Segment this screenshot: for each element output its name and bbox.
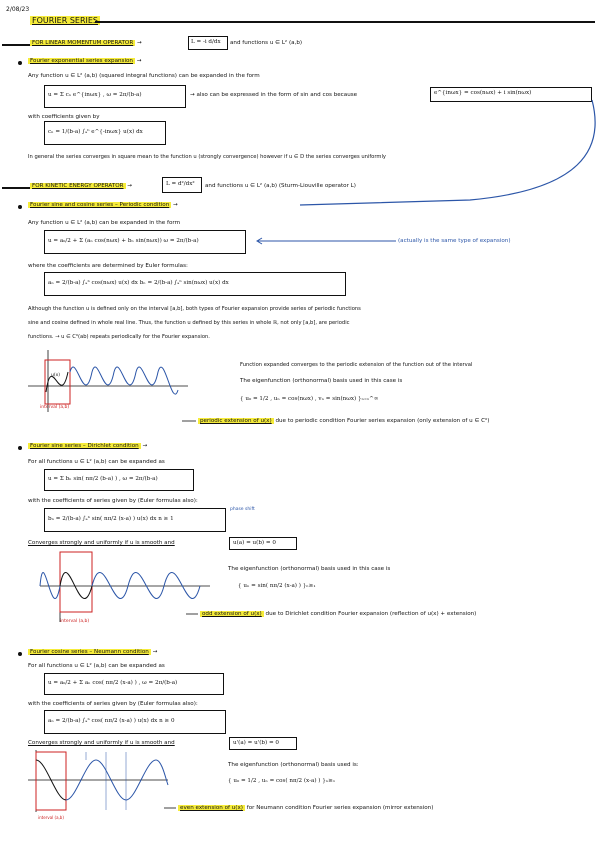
sc-coef: aₙ = 2/(b-a) ∫ₐᵇ cos(nωx) u(x) dx bₙ = 2/(b-a) ∫ₐᵇ sin(nωx) u(x) dx: [48, 280, 229, 286]
sc-line1: Any function u ∈ L² (a,b) can be expanded in the form: [28, 220, 181, 226]
cs-line2: with the coefficients of series given by (Euler formulas also):: [28, 701, 198, 707]
cs-conv: Converges strongly and uniformly if u is smooth and: [28, 740, 175, 746]
ds-interval-label: interval (a,b): [60, 619, 90, 624]
ds-heading: Fourier sine series – Dirichlet condition →: [30, 443, 148, 449]
exp-coef: cₙ = 1/(b-a) ∫ₐᵇ e^{-inωx} u(x) dx: [48, 129, 143, 135]
ds-line1: For all functions u ∈ L² (a,b) can be expanded as: [28, 459, 165, 465]
cs-formula: u = a₀/2 + Σ aₙ cos( nπ/2 (x-a) ) , ω = 2π/(b-a): [48, 680, 178, 686]
exp-line2: with coefficients given by: [28, 114, 100, 120]
sc-graph-label: u(x): [51, 373, 61, 378]
sc-basis: { u₀ = 1/2 , uₙ = cos(nωx) , vₙ = sin(nωx) }ₙ₌₁^∞: [240, 396, 379, 402]
exp-formula: u = Σ cₙ e^{inωx} , ω = 2π/(b-a): [48, 92, 142, 98]
sc-para1: Although the function u is defined only on the interval [a,b], both types of Fourier expansion provide series of periodic functions: [28, 306, 361, 312]
euler-identity: e^{inωx} = cos(nωx) + i sin(nωx): [434, 90, 532, 96]
ds-formula: u = Σ bₙ sin( nπ/2 (b-a) ) , ω = 2π/(b-a): [48, 476, 158, 482]
ds-conv: Converges strongly and uniformly if u is smooth and: [28, 540, 175, 546]
cs-cond: u'(a) = u'(b) = 0: [233, 740, 279, 746]
ds-caption: odd extension of u(x) due to Dirichlet condition Fourier expansion (reflection of u(x) + extension): [202, 611, 477, 617]
ds-coef: bₙ = 2/(b-a) ∫ₐᵇ sin( nπ/2 (x-a) ) u(x) dx n ≥ 1: [48, 516, 174, 522]
page-title: FOURIER SERIES: [32, 16, 99, 25]
cs-heading: Fourier cosine series – Neumann condition →: [30, 649, 158, 655]
cs-basis: { u₀ = 1/2 , uₙ = cos( nπ/2 (x-a) ) }ₙ≥₁: [228, 778, 336, 784]
exp-line1: Any function u ∈ L² (a,b) (squared integral functions) can be expanded in the form: [28, 73, 260, 79]
cs-line1: For all functions u ∈ L² (a,b) can be expanded as: [28, 663, 165, 669]
ds-line2: with the coefficients of series given by (Euler formulas also):: [28, 498, 198, 504]
s1-tail: and functions u ∈ L² (a,b): [230, 40, 303, 46]
connector-arrow: [300, 100, 595, 205]
sc-para2: sine and cosine defined in whole real line. Thus, the function u defined by this series in whole ℝ, not only [a,b], are periodic: [28, 320, 350, 326]
cs-interval-label: interval (a,b): [38, 815, 64, 820]
ds-phase-note: phase shift: [230, 507, 255, 512]
ds-cond: u(a) = u(b) = 0: [233, 540, 276, 546]
cs-side1: The eigenfunction (orthonormal) basis used is:: [228, 762, 359, 768]
s2-header: FOR KINETIC ENERGY OPERATOR →: [32, 183, 132, 189]
even-extension-graph: [28, 750, 168, 812]
exp-heading: Fourier exponential series expansion →: [30, 58, 142, 64]
sc-heading: Fourier sine and cosine series – Periodic condition →: [30, 202, 178, 208]
sc-formula: u = a₀/2 + Σ (aₙ cos(nωx) + bₙ sin(nωx)) ω = 2π/(b-a): [48, 238, 199, 244]
sc-para3: functions. → u ∈ C⁰(ab) repeats periodically for the Fourier expansion.: [28, 334, 210, 340]
odd-extension-graph: [40, 552, 210, 622]
exp-note: → also can be expressed in the form of sin and cos because: [190, 92, 358, 98]
interval-box: [60, 552, 92, 612]
date: 2/08/23: [6, 6, 30, 13]
exp-line3: In general the series converges in square mean to the function u (strongly convergence) however if u ∈ D the series converges uniformly: [28, 154, 386, 160]
sc-side1: Function expanded converges to the periodic extension of the function out of the interval: [240, 362, 473, 368]
ds-side1: The eigenfunction (orthonormal) basis used in this case is: [228, 566, 391, 572]
sc-interval-label: interval (a,b): [40, 405, 70, 410]
s1-operator: L = -i d/dx: [191, 39, 221, 45]
cs-coef: aₙ = 2/(b-a) ∫ₐᵇ cos( nπ/2 (x-a) ) u(x) dx n ≥ 0: [48, 718, 175, 724]
s1-header: FOR LINEAR MOMENTUM OPERATOR →: [32, 40, 142, 46]
sc-side2: The eigenfunction (orthonormal) basis used in this case is: [240, 378, 403, 384]
sc-line2: where the coefficients are determined by Euler formulas:: [28, 263, 188, 269]
sc-caption: periodic extension of u(x) due to periodic condition Fourier series expansion (only extension of u ∈ C⁰): [200, 418, 490, 424]
s2-tail: and functions u ∈ L² (a,b) (Sturm-Liouville operator L): [205, 183, 356, 189]
cs-caption: even extension of u(x) for Neumann condition Fourier series expansion (mirror extension): [180, 805, 434, 811]
ds-basis: { uₙ = sin( nπ/2 (x-a) ) }ₙ≥₁: [238, 583, 316, 589]
s2-operator: L = d²/dx²: [166, 181, 195, 187]
periodic-extension-graph: [28, 350, 188, 412]
sc-same-note: (actually is the same type of expansion): [398, 238, 511, 244]
